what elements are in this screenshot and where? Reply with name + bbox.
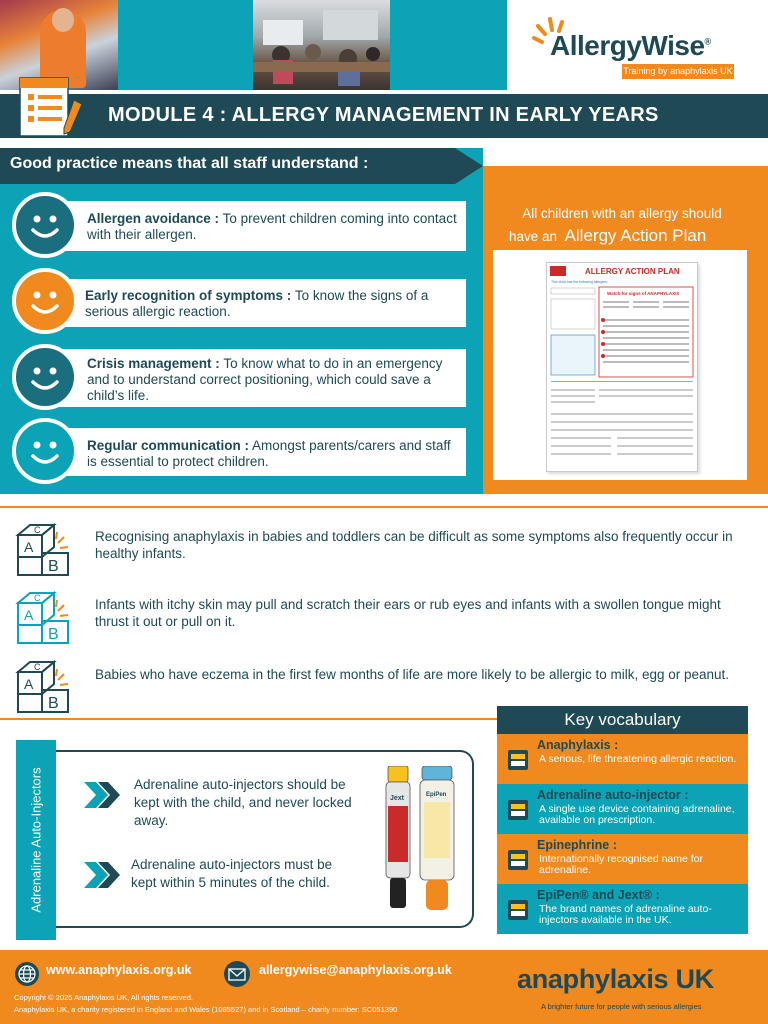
svg-text:Jext: Jext <box>390 795 405 802</box>
auto-injector-icon <box>507 846 529 872</box>
good-practice-text: Early recognition of symptoms : To know the signs of a serious allergic reaction. <box>85 288 429 319</box>
auto-injectors-side-label: Adrenaline Auto-Injectors <box>28 767 44 913</box>
abc-text: Babies who have eczema in the first few months of life are more likely to be allergic to milk, egg or peanut. <box>95 667 730 682</box>
email-icon <box>222 960 252 988</box>
smiley-face-icon <box>12 418 78 484</box>
key-vocabulary-heading: Key vocabulary <box>497 706 748 734</box>
allergywise-logo: AllergyWise® <box>550 30 711 61</box>
globe-icon <box>14 961 40 987</box>
auto-injector-point: Adrenaline auto-injectors must be kept within 5 minutes of the child. <box>131 857 333 890</box>
auto-injector-pens-icon <box>380 766 470 916</box>
auto-injector-icon <box>507 896 529 922</box>
good-practice-text: Allergen avoidance : To prevent children coming into contact with their allergen. <box>87 211 457 242</box>
allergy-action-plan-document[interactable] <box>546 262 698 472</box>
good-practice-text: Regular communication : Amongst parents/carers and staff is essential to protect children. <box>87 438 451 469</box>
auto-injector-icon <box>507 746 529 772</box>
action-plan-line1: All children with an allergy should <box>522 206 722 221</box>
section-divider <box>0 718 497 720</box>
auto-injector-point: Adrenaline auto-injectors should be kept with the child, and never locked away. <box>134 777 352 828</box>
svg-text:Watch for signs of ANAPHYLAXIS: Watch for signs of ANAPHYLAXIS <box>607 291 680 296</box>
vocab-item: Epinephrine : Internationally recognised name for adrenaline. <box>497 834 748 884</box>
svg-text:This child has the following a: This child has the following allergies: <box>551 280 608 284</box>
svg-text:A: A <box>24 676 34 692</box>
section-divider <box>0 506 768 508</box>
anaphylaxis-uk-logo: anaphylaxis UK <box>517 964 714 994</box>
chevron-right-icon <box>84 862 122 888</box>
brand-tagline: A brighter future for people with serious allergies <box>541 1002 702 1011</box>
header-photo-classroom <box>253 0 390 90</box>
svg-text:B: B <box>48 626 59 643</box>
svg-text:B: B <box>48 695 59 712</box>
logo-subtitle: Training by anaphylaxis UK <box>622 64 734 79</box>
svg-text:A: A <box>24 607 34 623</box>
abc-blocks-icon <box>14 652 76 714</box>
abc-text: Recognising anaphylaxis in babies and toddlers can be difficult as some symptoms also frequently occur in healthy infants. <box>95 529 733 561</box>
smiley-face-icon <box>12 344 78 410</box>
svg-text:EpiPen: EpiPen <box>426 792 447 798</box>
svg-text:A: A <box>24 539 34 555</box>
svg-text:B: B <box>48 558 59 575</box>
vocab-item: Anaphylaxis : A serious, life threatening allergic reaction. <box>497 734 748 784</box>
action-plan-line2: have an Allergy Action Plan <box>509 226 707 245</box>
svg-text:ALLERGY ACTION PLAN: ALLERGY ACTION PLAN <box>585 267 680 276</box>
abc-text: Infants with itchy skin may pull and scratch their ears or rub eyes and infants with a swollen tongue might thrust it out or pull on it. <box>95 597 721 629</box>
auto-injector-icon <box>507 796 529 822</box>
good-practice-heading: Good practice means that all staff understand : <box>10 155 369 172</box>
smiley-face-icon <box>12 268 78 334</box>
vocab-item: EpiPen® and Jext® : The brand names of adrenaline auto-injectors available in the UK. <box>497 884 748 934</box>
svg-text:C: C <box>34 662 41 672</box>
svg-text:C: C <box>34 525 41 535</box>
vocab-item: Adrenaline auto-injector : A single use device containing adrenaline, available on prescription. <box>497 784 748 834</box>
good-practice-text: Crisis management : To know what to do in an emergency and to understand correct positioning, which could save a child’s life. <box>87 356 443 403</box>
abc-blocks-icon <box>14 583 76 645</box>
svg-text:C: C <box>34 593 41 603</box>
copyright-text: Copyright © 2025 Anaphylaxis UK, All rights reserved. Anaphylaxis UK, a charity registered in England and Wales (1085527) and in Scotland – charity number: SC051390 <box>14 993 398 1014</box>
abc-blocks-icon <box>14 515 76 577</box>
document-pencil-icon <box>12 72 92 138</box>
website-link[interactable]: www.anaphylaxis.org.uk <box>46 963 192 977</box>
header-teal-block <box>118 0 253 90</box>
email-link[interactable]: allergywise@anaphylaxis.org.uk <box>259 963 452 977</box>
chevron-right-icon <box>84 782 122 808</box>
module-title: MODULE 4 : ALLERGY MANAGEMENT IN EARLY YEARS <box>108 104 659 126</box>
smiley-face-icon <box>12 192 78 258</box>
header-teal-block <box>390 0 507 90</box>
